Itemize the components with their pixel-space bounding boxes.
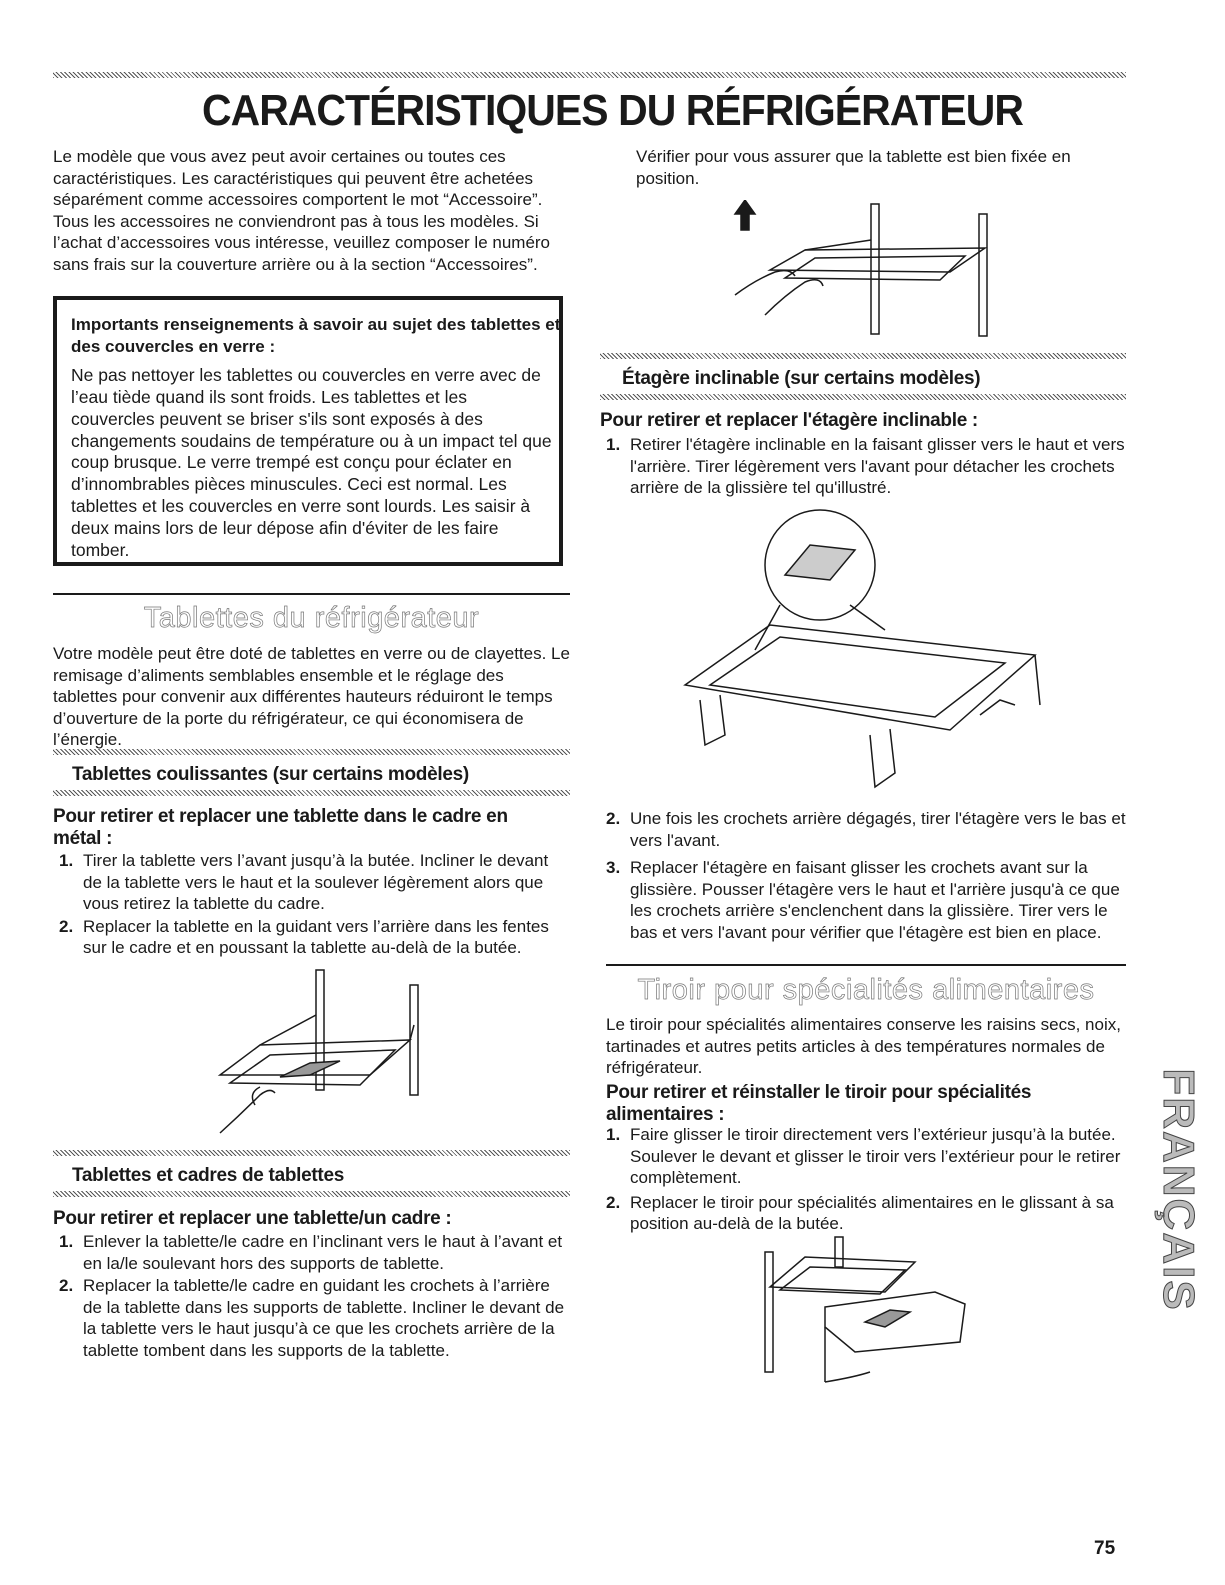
steps-cadres xyxy=(53,1231,570,1363)
page-title: CARACTÉRISTIQUES DU RÉFRIGÉRATEUR xyxy=(201,86,1024,135)
hatch-divider-inclinable-bottom xyxy=(600,394,1126,400)
language-side-tab: FRANÇAIS xyxy=(1154,1068,1203,1312)
section-title-tiroir: Tiroir pour spécialités alimentaires xyxy=(637,974,1095,1006)
illustration-tilt-shelf xyxy=(680,505,1060,795)
hatch-divider-coulissantes-bottom xyxy=(53,790,570,796)
illustration-sliding-shelf xyxy=(200,965,440,1145)
step-item: 1. Enlever la tablette/le cadre en l’inclinant vers le haut à l’avant et en la/le soulevant hors des supports de tablette. xyxy=(59,1232,563,1273)
steps-tiroir xyxy=(600,1124,1126,1236)
step-heading-coulissantes: Pour retirer et replacer une tablette dans le cadre en métal : xyxy=(53,806,508,849)
verifier-paragraph: Vérifier pour vous assurer que la tablette est bien fixée en position. xyxy=(636,147,1071,188)
subheading-inclinable: Étagère inclinable (sur certains modèles) xyxy=(622,368,981,389)
illustration-shelf-lift xyxy=(725,200,1005,340)
important-box-heading: Importants renseignements à savoir au sujet des tablettes et des couvercles en verre : xyxy=(71,315,561,356)
intro-paragraph: Le modèle que vous avez peut avoir certaines ou toutes ces caractéristiques. Les caractéristiques qui peuvent être achetées séparément comme accessoires comportent le mot “Accessoire”. Tous les accessoires ne conviendront pas à tous les modèles. Si l’achat d’accessoires vous intéresse, veuillez composer le numéro sans frais sur la couverture arrière ou à la section “Accessoires”. xyxy=(53,147,551,274)
step-item: 2. Une fois les crochets arrière dégagés, tirer l'étagère vers le bas et vers l'avant. xyxy=(606,809,1126,850)
step-item: 3. Replacer l'étagère en faisant glisser les crochets avant sur la glissière. Pousser l'étagère vers le haut et l'arrière jusqu'à ce que les crochets arrière s'enclenchent dans la glissière. Tirer vers le bas et vers l'avant pour vérifier que l'étagère est bien en place. xyxy=(606,858,1120,942)
subheading-cadres: Tablettes et cadres de tablettes xyxy=(72,1165,344,1186)
step-item: 1. Faire glisser le tiroir directement vers l’extérieur jusqu’à la butée. Soulever le devant et glisser le tiroir vers l’extérieur pour le retirer complètement. xyxy=(606,1125,1121,1188)
steps-coulissantes xyxy=(53,850,570,960)
steps-inclinable-2-3 xyxy=(600,808,1126,945)
steps-inclinable-1 xyxy=(600,434,1126,500)
hatch-divider-coulissantes-top xyxy=(53,749,570,755)
step-heading-cadres: Pour retirer et replacer une tablette/un cadre : xyxy=(53,1208,452,1229)
section-rule-tiroir xyxy=(606,964,1126,966)
hatch-divider-inclinable-top xyxy=(600,353,1126,359)
step-heading-tiroir: Pour retirer et réinstaller le tiroir pour spécialités alimentaires : xyxy=(606,1082,1032,1125)
page-number: 75 xyxy=(1094,1538,1116,1559)
top-hatch-divider xyxy=(53,72,1126,78)
step-item: 2. Replacer la tablette/le cadre en guidant les crochets à l’arrière de la tablette dans les supports de tablette. Incliner le devant de la tablette vers le haut jusqu’à ce que les crochets arrière de la tablette tombent dans les supports de la tablette. xyxy=(59,1276,565,1360)
hatch-divider-cadres-bottom xyxy=(53,1191,570,1197)
step-heading-inclinable: Pour retirer et replacer l'étagère inclinable : xyxy=(600,410,978,431)
hatch-divider-cadres-top xyxy=(53,1150,570,1156)
step-item: 1. Retirer l'étagère inclinable en la faisant glisser vers le haut et vers l'arrière. Tirer légèrement vers l'avant pour détacher les crochets arrière de la glissière tel qu'illustré. xyxy=(606,435,1125,498)
tablettes-paragraph: Votre modèle peut être doté de tablettes en verre ou de clayettes. Le remisage d’aliments semblables ensemble et le réglage des tablettes pour convenir aux différentes hauteurs réduiront le temps d’ouverture de la porte du réfrigérateur, ce qui économisera de l’énergie. xyxy=(53,644,570,750)
subheading-coulissantes: Tablettes coulissantes (sur certains modèles) xyxy=(72,764,469,785)
important-info-box xyxy=(53,296,563,566)
step-item: 2. Replacer le tiroir pour spécialités alimentaires en le glissant à sa position au-delà de la butée. xyxy=(606,1192,1114,1234)
illustration-specialty-drawer xyxy=(755,1232,975,1392)
step-item: 2. Replacer la tablette en la guidant vers l’arrière dans les fentes sur le cadre et en poussant la tablette au-delà de la butée. xyxy=(59,916,549,958)
section-title-tablettes: Tablettes du réfrigérateur xyxy=(143,602,480,634)
important-box-body: Ne pas nettoyer les tablettes ou couvercles en verre avec de l’eau tiède quand ils sont froids. Les tablettes et les couvercles peuvent se briser s'ils sont exposés à des changements soudains de température ou à un impact tel que coup brusque. Le verre trempé est conçu pour éclater en d’innombrables pièces minuscules. Ceci est normal. Les tablettes et les couvercles en verre sont lourds. Les saisir à deux mains lors de leur dépose afin d'éviter de les faire tomber. xyxy=(71,365,552,560)
section-rule-tablettes xyxy=(53,593,570,595)
tiroir-paragraph: Le tiroir pour spécialités alimentaires conserve les raisins secs, noix, tartinades et autres petits articles à des températures normales de réfrigérateur. xyxy=(606,1015,1121,1078)
step-item: 1. Tirer la tablette vers l’avant jusqu’à la butée. Incliner le devant de la tablette vers le haut et la soulever légèrement alors que vous retirez la tablette du cadre. xyxy=(59,851,549,914)
